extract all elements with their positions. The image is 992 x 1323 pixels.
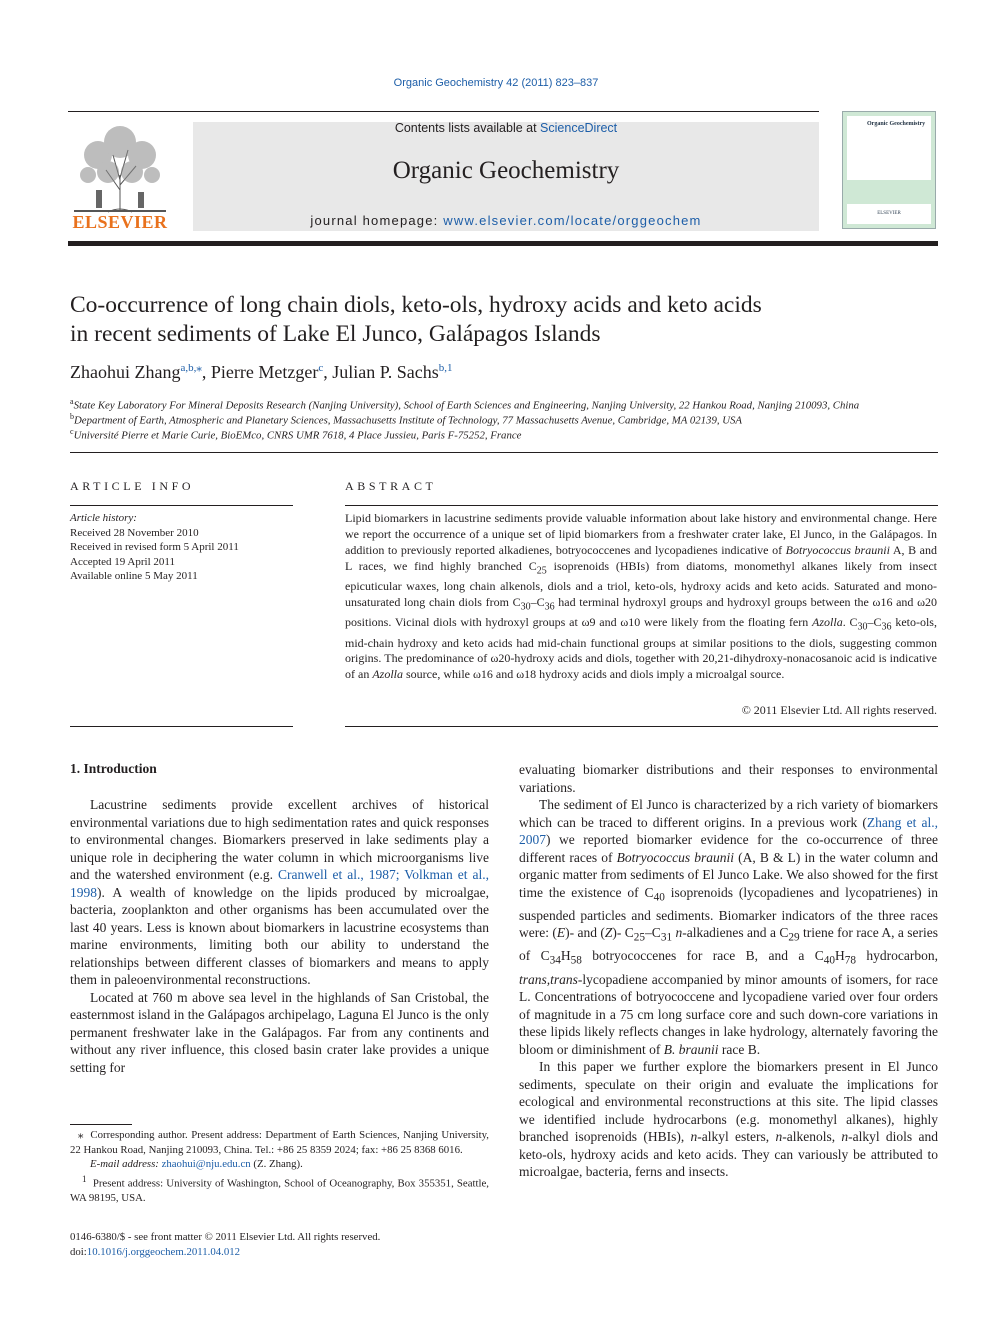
abstract-bottom-rule xyxy=(345,726,938,727)
footnotes xyxy=(70,1128,489,1205)
email-link[interactable]: zhaohui@nju.edu.cn xyxy=(161,1158,251,1170)
body-paragraph: evaluating biomarker distributions and their responses to environmental variations. xyxy=(519,762,938,795)
footnote-rule xyxy=(70,1124,132,1125)
cover-publisher-logo: ELSEVIER xyxy=(847,204,931,224)
issn-line: 0146-6380/$ - see front matter © 2011 Elsevier Ltd. All rights reserved. xyxy=(70,1231,381,1243)
journal-homepage-link[interactable]: www.elsevier.com/locate/orggeochem xyxy=(443,213,702,228)
abstract-body: Lipid biomarkers in lacustrine sediments provide valuable information about lake history and environmental change. Here we report the occurrence of a unique set of lipid biomarkers from a freshwater crater lake, El Junco, in the Galápagos. In addition to previously reported alkadienes, botryococcenes and lycopadienes indicative of Botryococcus braunii A, B and L races, we find highly branched $C_{25}$ isoprenoids (HBIs) from diatoms, monomethyl alkanes likely from insect epicuticular waxes, long chain alkenols, diols and a triol, keto-ols, hydroxy acids and keto acids. Saturated and mono-unsaturated long chain diols from $C_{30}-C_{36}$ had terminal hydroxyl groups and hydroxyl groups between the ω16 and ω20 positions. Vicinal diols with hydroxyl groups at ω9 and ω10 were likely from the floating fern Azolla. $C_{30}-C_{36}$ keto-ols, mid-chain hydroxy and keto acids had mid-chain functional groups at similar positions to the diols, suggesting common origins. The predominance of ω20-hydroxy acids and diols, together with 20,21-dihydroxy-nonacosanoic acid is indicative of an Azolla source, while ω16 and ω18 hydroxy acids and diols imply a microalgal source. xyxy=(345,511,937,682)
footnote-corresponding: ⁎ Corresponding author. Present address: Department of Earth Sciences, Nanjing University, 22 Hankou Road, Nanjing 210093, China. Tel.: +86 25 8359 2024; fax: +86 25 8368 6016. xyxy=(70,1129,490,1156)
affiliation: $^c$Université Pierre et Marie Curie, BioEMco, CNRS UMR 7618, 4 Place Jussieu, Paris F-75252, France xyxy=(70,427,522,442)
history-entry: Available online 5 May 2011 xyxy=(70,570,198,582)
author-name: Julian P. Sachs xyxy=(332,362,439,382)
history-entry: Accepted 19 April 2011 xyxy=(70,555,175,568)
history-entry: Received 28 November 2010 xyxy=(70,526,199,539)
section-heading: 1. Introduction xyxy=(70,761,157,776)
footnote-email: E-mail address: zhaohui@nju.edu.cn (Z. Zhang). xyxy=(90,1158,303,1170)
doi-line: doi:10.1016/j.orggeochem.2011.04.012 xyxy=(70,1245,241,1258)
author-affiliation-mark[interactable]: b,1 xyxy=(438,362,453,374)
article-history: Article history: Received 28 November 2010 Received in revised form 5 April 2011 Accepted 19 April 2011 Available online 5 May 2011 xyxy=(70,511,300,584)
journal-cover-thumbnail xyxy=(842,111,936,229)
body-column-right xyxy=(519,761,938,1181)
journal-name: Organic Geochemistry xyxy=(392,157,620,184)
contents-available-line: Contents lists available at ScienceDirect xyxy=(394,121,618,135)
citation-link[interactable]: Zhang et al., 2007 xyxy=(519,814,938,847)
article-info-heading: ARTICLE INFO xyxy=(70,479,195,493)
abstract-rule xyxy=(345,505,938,506)
author-affiliation-mark[interactable]: a,b,⁎ xyxy=(180,362,202,374)
elsevier-logo-text: ELSEVIER xyxy=(72,212,168,232)
affiliation: $^b$Department of Earth, Atmospheric and Planetary Sciences, Massachusetts Institute of Technology, 77 Massachusetts Avenue, Cambridge, MA 02139, USA xyxy=(70,412,743,427)
footnote-present-address: $^1$ Present address: University of Washington, School of Oceanography, Box 355351, Seattle, WA 98195, USA. xyxy=(70,1173,489,1204)
author-list: Zhaohui Zhang$^{a,b,⁎}$, Pierre Metzger$^c$, Julian P. Sachs$^{b,1}$ xyxy=(70,362,453,382)
sciencedirect-link[interactable]: ScienceDirect xyxy=(540,121,618,135)
journal-homepage-line: journal homepage: www.elsevier.com/locate/orggeochem xyxy=(310,213,702,228)
body-column-left xyxy=(70,796,489,1076)
cover-title: Organic Geochemistry xyxy=(867,121,926,127)
author-affiliation-mark[interactable]: c xyxy=(318,362,324,374)
body-paragraph: In this paper we further explore the biomarkers present in El Junco sediments, speculate on their origin and evaluate the implications for ecological and environmental reconstructions at this site. The lipid classes we identified include hydrocarbons (e.g. monomethyl alkanes), highly branched isoprenoids (HBIs), n-alkyl esters, n-alkenols, n-alkyl diols and keto-ols, hydroxy acids and keto acids. They can variously be attributed to microalgae, bacteria, ferns and insects. xyxy=(519,1059,938,1180)
front-matter xyxy=(70,1230,490,1259)
author-name: Zhaohui Zhang xyxy=(70,362,181,382)
affiliation: $^a$State Key Laboratory For Mineral Deposits Research (Nanjing University), School of Earth Sciences and Engineering, Nanjing University, 22 Hankou Road, Nanjing 210093, China xyxy=(70,397,860,412)
body-paragraph: The sediment of El Junco is characterized by a rich variety of biomarkers which can be traced to different origins. In a previous work (Zhang et al., 2007) we reported biomarker evidence for the co-occurrence of three different races of Botryococcus braunii (A, B & L) in the water column and organic matter from sediments of El Junco Lake. We also showed for the first time the existence of $C_{40}$ isoprenoids (lycopadienes and lycopatrienes) in suspended particles and sediments. Biomarker indicators of the three races were: (E)- and (Z)- $C_{25}-C_{31}$ n-alkadienes and a $C_{29}$ triene for race A, a series of $C_{34}H_{58}$ botryococcenes for race B, and a $C_{40}H_{78}$ hydrocarbon, trans,trans-lycopadiene accompanied by minor amounts of isomers, for race L. Concentrations of botryococcene and lycopadiene varied over four orders of magnitude in a 75 cm long surface core and such down-core variations in these lipids likely reflects changes in lake hydrology, alternately favoring the bloom or diminishment of B. braunii race B. xyxy=(519,797,939,1057)
journal-citation[interactable]: Organic Geochemistry 42 (2011) 823–837 xyxy=(393,77,599,89)
doi-link[interactable]: 10.1016/j.orggeochem.2011.04.012 xyxy=(86,1245,241,1258)
body-paragraph: Lacustrine sediments provide excellent archives of historical environmental variations due to high sedimentation rates and quick responses to environmental changes. Biomarkers preserved in lake sediments play a unique role in deciphering the water column in which microorganisms live and the watershed environment (e.g. Cranwell et al., 1987; Volkman et al., 1998). A wealth of knowledge on the lipids produced by microalgae, bacteria, zooplankton and other organisms has been accumulated over the last 40 years. Less is known about biomarkers in lacustrine ecosystems than marine environments, limiting both our ability to understand the relationships between different classes of biomarkers and means to apply them in paleoenvironmental reconstructions. xyxy=(70,797,490,987)
citation-link[interactable]: Cranwell et al., 1987; Volkman et al., 1998 xyxy=(70,867,490,900)
header-thick-rule xyxy=(68,241,938,246)
history-entry: Received in revised form 5 April 2011 xyxy=(70,541,239,553)
abstract-heading: ABSTRACT xyxy=(345,479,437,493)
article-info-bottom-rule xyxy=(70,726,293,727)
article-title: Co-occurrence of long chain diols, keto-ols, hydroxy acids and keto acids in recent sediments of Lake El Junco, Galápagos Islands xyxy=(70,292,762,347)
abstract-copyright: © 2011 Elsevier Ltd. All rights reserved. xyxy=(741,703,937,717)
article-info-rule xyxy=(70,505,293,506)
section-rule xyxy=(70,452,938,453)
header-rule xyxy=(68,111,819,112)
body-paragraph: Located at 760 m above sea level in the highlands of San Cristobal, the easternmost island in the Galápagos archipelago, Laguna El Junco is the only permanent freshwater lake in the Galápagos. Far from any continents and without any river influence, this closed basin crater lake provides a unique setting for xyxy=(70,989,489,1075)
author-name: Pierre Metzger xyxy=(210,362,319,382)
